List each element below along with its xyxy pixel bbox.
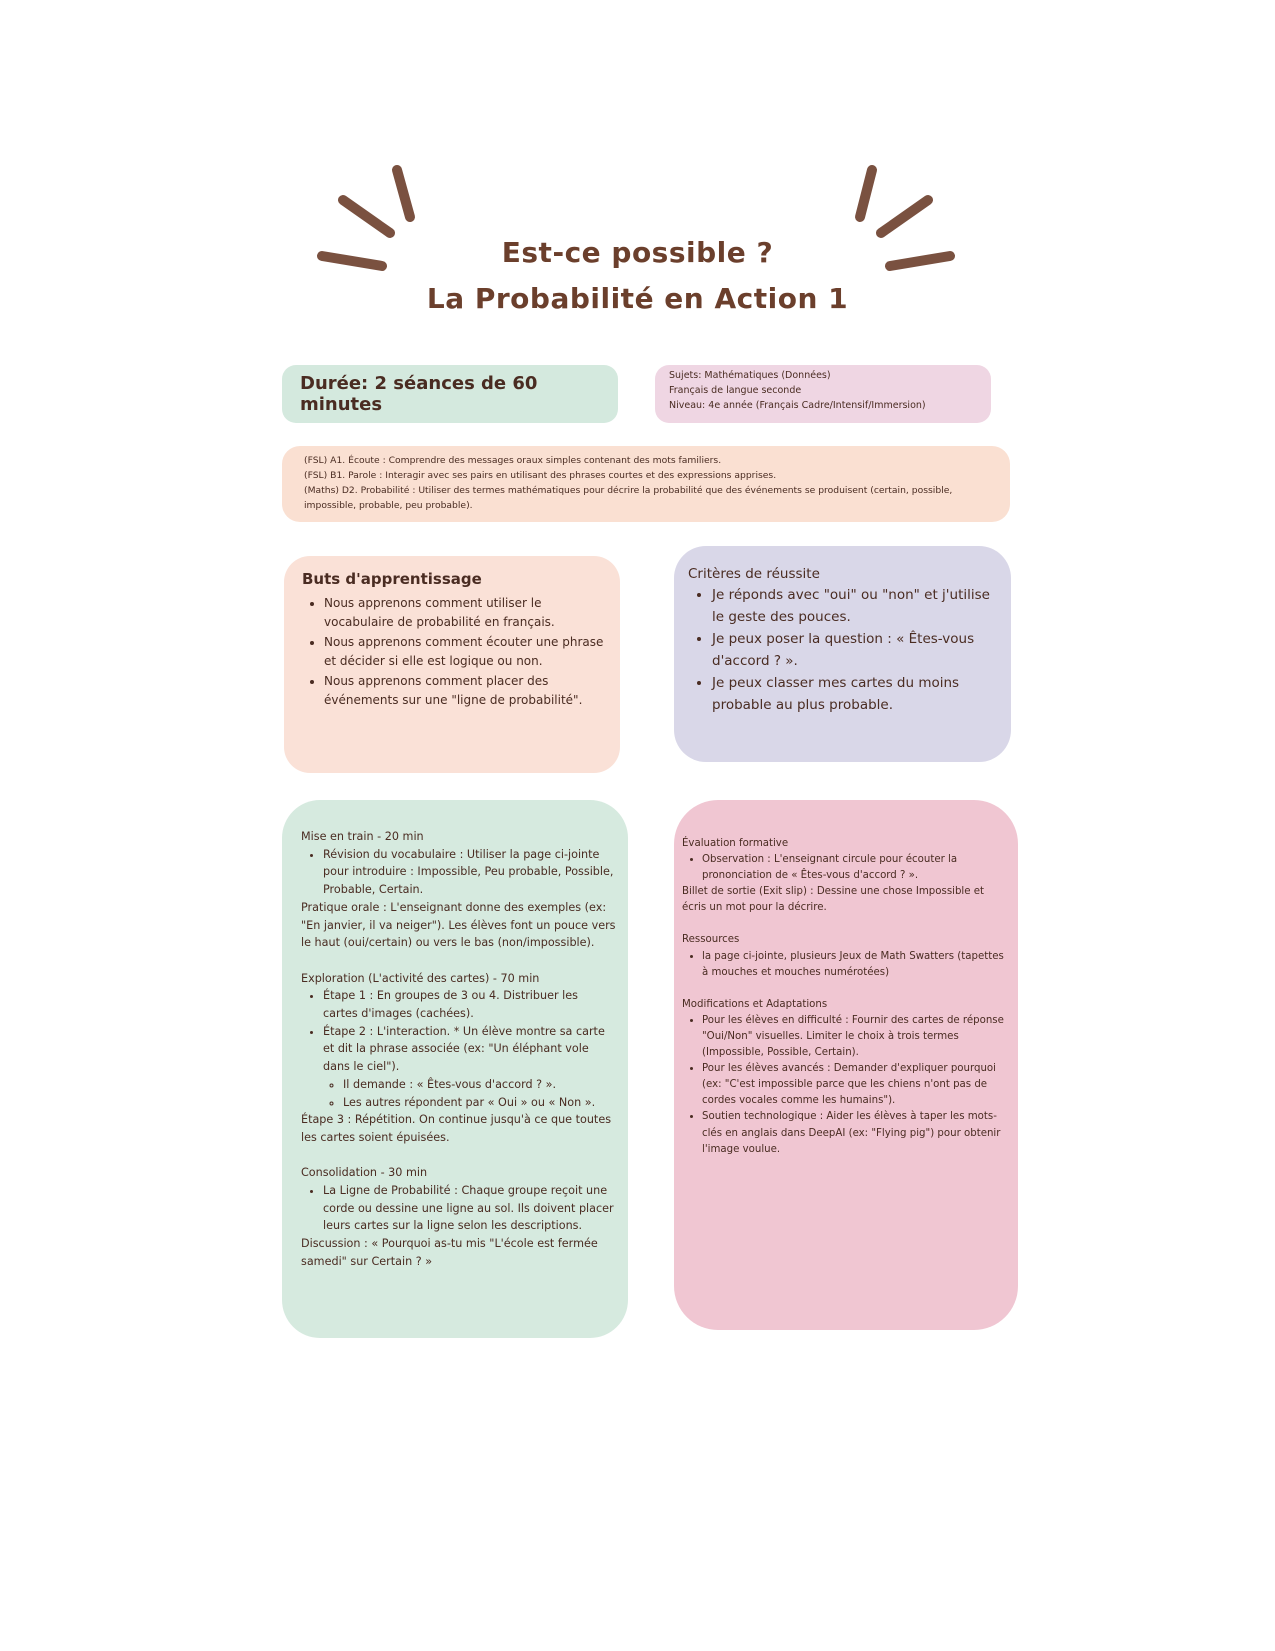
- modification-item: • Pour les élèves en difficulté : Fournir des cartes de réponse "Oui/Non" visuelles. Limiter le choix à trois termes (Impossible, Possible, Certain).: [702, 1013, 1004, 1061]
- success-criteria-list: [688, 584, 1001, 716]
- resource-item: • la page ci-jointe, plusieurs Jeux de Math Swatters (tapettes à mouches et mouches numérotées): [702, 949, 1004, 981]
- resources-list: [682, 949, 1004, 981]
- step-2-text: Étape 2 : L'interaction. * Un élève montre sa carte et dit la phrase associée (ex: "Un éléphant vole dans le ciel").: [323, 1024, 605, 1074]
- learning-goals-list: [302, 594, 606, 710]
- warmup-heading: Mise en train - 20 min: [301, 830, 424, 843]
- page-title: Est-ce possible ?: [501, 236, 774, 269]
- assessment-box: [674, 800, 1018, 1330]
- expectations-box: [282, 446, 1010, 522]
- exit-slip-text: Billet de sortie (Exit slip) : Dessine une chose Impossible et écris un mot pour la décrire.: [682, 886, 985, 914]
- modifications-heading: Modifications et Adaptations: [682, 998, 828, 1010]
- spacer: [682, 916, 1004, 932]
- subjects-line: Sujets: Mathématiques (Données): [669, 370, 831, 381]
- duration-text: Durée: 2 séances de 60 minutes: [300, 373, 538, 415]
- learning-goals-heading: Buts d'apprentissage: [302, 570, 482, 588]
- warmup-list: [301, 846, 616, 899]
- left-ray-1: [397, 170, 410, 217]
- consolidation-list: [301, 1182, 616, 1235]
- page-subtitle: La Probabilité en Action 1: [426, 282, 849, 315]
- resources-heading: Ressources: [682, 934, 740, 946]
- step-2-item: [323, 1023, 616, 1112]
- learning-goals-box: [284, 556, 620, 773]
- warmup-item: • Révision du vocabulaire : Utiliser la page ci-jointe pour introduire : Impossible, Peu probable, Possible, Probable, Certain.: [323, 846, 616, 899]
- spacer: [301, 1147, 616, 1165]
- modification-item: • Pour les élèves avancés : Demander d'expliquer pourquoi (ex: "C'est impossible parce que les chiens n'ont pas de cordes vocales comme les humains").: [702, 1061, 1004, 1109]
- probability-line-item: • La Ligne de Probabilité : Chaque groupe reçoit une corde ou dessine une ligne au sol. Ils doivent placer leurs cartes sur la ligne selon les descriptions.: [323, 1182, 616, 1235]
- formative-assessment-heading: Évaluation formative: [682, 838, 789, 849]
- modifications-list: [682, 1013, 1004, 1158]
- step-2-sublist: [323, 1076, 616, 1111]
- exploration-heading: Exploration (L'activité des cartes) - 70 min: [301, 971, 540, 985]
- consolidation-heading: Consolidation - 30 min: [301, 1166, 428, 1180]
- left-ray-2: [343, 200, 390, 233]
- step-2-subitem: ◦ Il demande : « Êtes-vous d'accord ? ».: [343, 1076, 616, 1094]
- expectation-d2: (Maths) D2. Probabilité : Utiliser des termes mathématiques pour décrire la probabilité que des événements se produisent (certain, possible,: [304, 485, 953, 496]
- oral-practice-text: Pratique orale : L'enseignant donne des exemples (ex: "En janvier, il va neiger"). Les élèves font un pouce vers le haut (oui/certain) ou vers le bas (non/impossible).: [301, 900, 616, 950]
- success-criterion-item: • Je réponds avec "oui" ou "non" et j'utilise le geste des pouces.: [712, 584, 1001, 628]
- expectation-b1: (FSL) B1. Parole : Interagir avec ses pairs en utilisant des phrases courtes et des expressions apprises.: [304, 470, 777, 481]
- step-3-text: Étape 3 : Répétition. On continue jusqu'à ce que toutes les cartes soient épuisées.: [301, 1113, 612, 1144]
- modification-item: • Soutien technologique : Aider les élèves à taper les mots-clés en anglais dans DeepAI (ex: "Flying pig") pour obtenir l'image voulue.: [702, 1109, 1004, 1157]
- spacer: [682, 981, 1004, 997]
- lesson-sequence-box: [282, 800, 628, 1338]
- expectation-a1: (FSL) A1. Écoute : Comprendre des messages oraux simples contenant des mots familiers.: [304, 455, 722, 466]
- level-line: Niveau: 4e année (Français Cadre/Intensif/Immersion): [669, 400, 926, 411]
- right-ray-1: [860, 170, 872, 217]
- step-1-item: • Étape 1 : En groupes de 3 ou 4. Distribuer les cartes d'images (cachées).: [323, 987, 616, 1022]
- expectation-d2-cont: impossible, probable, peu probable).: [304, 500, 473, 511]
- right-ray-2: [881, 200, 928, 233]
- success-criteria-box: [674, 546, 1011, 762]
- exploration-list: [301, 987, 616, 1111]
- step-2-subitem: ◦ Les autres répondent par « Oui » ou « Non ».: [343, 1094, 616, 1112]
- success-criteria-heading: Critères de réussite: [688, 566, 820, 582]
- success-criterion-item: • Je peux poser la question : « Êtes-vous d'accord ? ».: [712, 628, 1001, 672]
- subjects-box: [655, 365, 991, 423]
- assessment-list: [682, 852, 1004, 884]
- spacer: [301, 952, 616, 970]
- learning-goal-item: • Nous apprenons comment écouter une phrase et décider si elle est logique ou non.: [324, 633, 606, 672]
- success-criterion-item: • Je peux classer mes cartes du moins probable au plus probable.: [712, 672, 1001, 716]
- sun-ray-decoration: [0, 0, 1275, 400]
- learning-goal-item: • Nous apprenons comment utiliser le vocabulaire de probabilité en français.: [324, 594, 606, 633]
- observation-item: • Observation : L'enseignant circule pour écouter la prononciation de « Êtes-vous d'accord ? ».: [702, 852, 1004, 884]
- discussion-text: Discussion : « Pourquoi as-tu mis "L'école est fermée samedi" sur Certain ? »: [301, 1237, 598, 1268]
- duration-box: [282, 365, 618, 423]
- learning-goal-item: • Nous apprenons comment placer des événements sur une "ligne de probabilité".: [324, 672, 606, 711]
- language-line: Français de langue seconde: [669, 385, 802, 396]
